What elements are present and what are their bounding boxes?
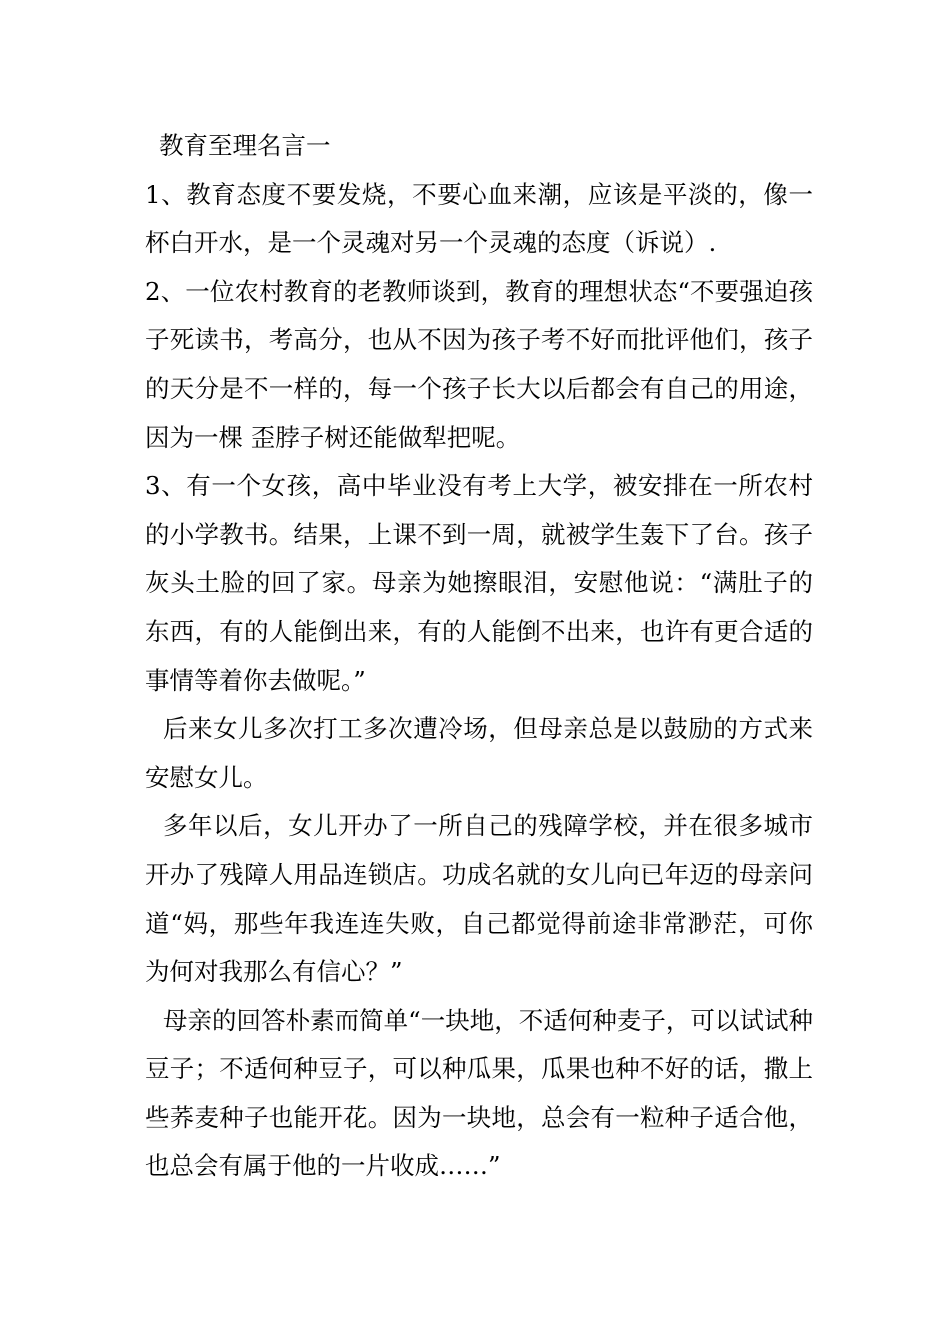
paragraph-quote-3: 3、有一个女孩，高中毕业没有考上大学，被安排在一所农村的小学教书。结果，上课不到一周，就被学生轰下了台。孩子灰头土脸的回了家。母亲为她擦眼泪，安慰他说：“满肚子的东西，有的人能倒出来，有的人能倒不出来，也许有更合适的事情等着你去做呢。” xyxy=(145,471,813,695)
paragraph-quote-2: 2、一位农村教育的老教师谈到，教育的理想状态“不要强迫孩子死读书，考高分，也从不因为孩子考不好而批评他们，孩子的天分是不一样的，每一个孩子长大以后都会有自己的用途，因为一棵 歪脖子树还能做犁把呢。 xyxy=(145,276,813,452)
document-body xyxy=(145,122,813,1191)
paragraph-story-years-later: 多年以后，女儿开办了一所自己的残障学校，并在很多城市开办了残障人用品连锁店。功成名就的女儿向已年迈的母亲问道“妈，那些年我连连失败，自己都觉得前途非常渺茫，可你为何对我那么有信心？” xyxy=(145,811,813,987)
paragraph-quote-1: 1、教育态度不要发烧，不要心血来潮，应该是平淡的，像一杯白开水，是一个灵魂对另一个灵魂的态度（诉说）. xyxy=(145,179,813,258)
paragraph-mother-answer: 母亲的回答朴素而简单“一块地，不适何种麦子，可以试试种豆子；不适何种豆子，可以种瓜果，瓜果也种不好的话，撒上些荞麦种子也能开花。因为一块地，总会有一粒种子适合他，也总会有属于他的一片收成……” xyxy=(145,1005,813,1181)
paragraph-story-continued: 后来女儿多次打工多次遭冷场，但母亲总是以鼓励的方式来安慰女儿。 xyxy=(145,714,813,792)
document-title: 教育至理名言一 xyxy=(159,131,331,160)
